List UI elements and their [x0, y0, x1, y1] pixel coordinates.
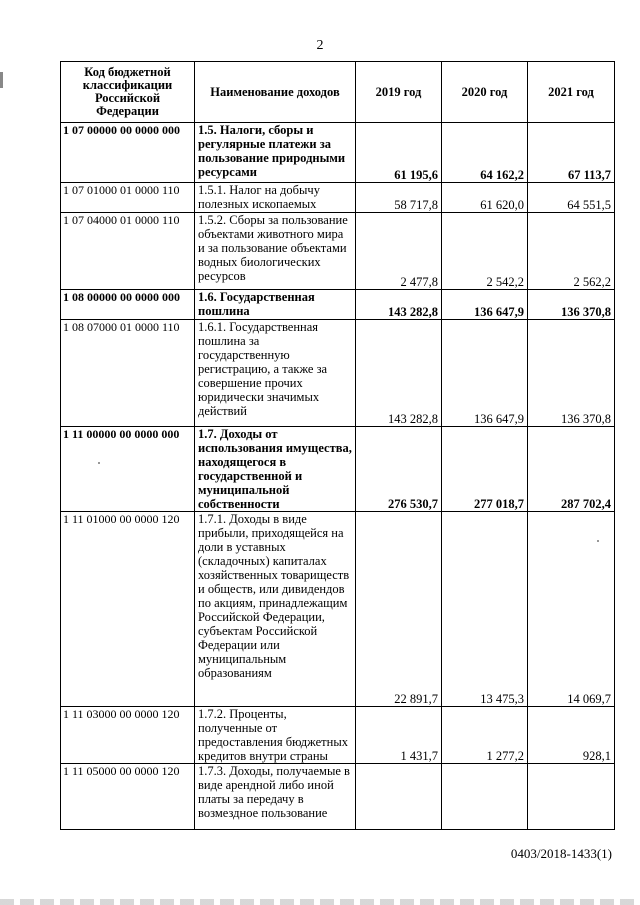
scan-speck: [98, 462, 100, 464]
row-value-2019: [356, 764, 442, 830]
row-code: 1 08 07000 01 0000 110: [61, 320, 195, 427]
row-name: 1.6. Государственная пошлина: [195, 290, 356, 320]
row-value-2021: 67 113,7: [528, 123, 615, 183]
row-value-2020: 61 620,0: [442, 183, 528, 213]
row-code: 1 11 01000 00 0000 120: [61, 512, 195, 707]
row-value-2019: 2 477,8: [356, 213, 442, 290]
row-name: 1.7.1. Доходы в виде прибыли, приходящейся на доли в уставных (складочных) капиталах хозяйственных товариществ и обществ, или дивидендов по акциям, принадлежащим Российской Федерации, субъектам Российской Федерации или муниципальным образованиям: [195, 512, 356, 707]
header-2021: 2021 год: [528, 62, 615, 123]
row-code: 1 07 01000 01 0000 110: [61, 183, 195, 213]
row-value-2020: 277 018,7: [442, 427, 528, 512]
table-row: [61, 707, 615, 764]
scan-speck: [597, 540, 599, 542]
row-value-2021: 14 069,7: [528, 512, 615, 707]
row-code: 1 11 00000 00 0000 000: [61, 427, 195, 512]
row-name: 1.5. Налоги, сборы и регулярные платежи за пользование природными ресурсами: [195, 123, 356, 183]
row-value-2019: 58 717,8: [356, 183, 442, 213]
table-header-row: [61, 62, 615, 123]
row-name: 1.5.1. Налог на добычу полезных ископаемых: [195, 183, 356, 213]
row-value-2021: 64 551,5: [528, 183, 615, 213]
scan-artifact: [0, 72, 3, 88]
row-value-2020: 13 475,3: [442, 512, 528, 707]
row-value-2020: 1 277,2: [442, 707, 528, 764]
table-row: [61, 123, 615, 183]
table-row: [61, 512, 615, 707]
row-name: 1.7. Доходы от использования имущества, находящегося в государственной и муниципальной собственности: [195, 427, 356, 512]
table-row: [61, 764, 615, 830]
table-row: [61, 320, 615, 427]
table-row: [61, 290, 615, 320]
row-value-2020: 2 542,2: [442, 213, 528, 290]
table-row: [61, 427, 615, 512]
row-value-2019: 143 282,8: [356, 320, 442, 427]
row-value-2019: 276 530,7: [356, 427, 442, 512]
header-2020: 2020 год: [442, 62, 528, 123]
row-value-2021: 2 562,2: [528, 213, 615, 290]
row-code: 1 07 00000 00 0000 000: [61, 123, 195, 183]
row-value-2021: 136 370,8: [528, 290, 615, 320]
row-code: 1 07 04000 01 0000 110: [61, 213, 195, 290]
header-2019: 2019 год: [356, 62, 442, 123]
row-value-2020: [442, 764, 528, 830]
row-value-2019: 1 431,7: [356, 707, 442, 764]
row-value-2020: 136 647,9: [442, 320, 528, 427]
page-number: 2: [316, 38, 324, 53]
document-code: 0403/2018-1433(1): [510, 846, 612, 861]
table-row: [61, 183, 615, 213]
row-name: 1.5.2. Сборы за пользование объектами животного мира и за пользование объектами водных биологических ресурсов: [195, 213, 356, 290]
row-name: 1.7.3. Доходы, получаемые в виде арендной либо иной платы за передачу в возмездное пользование: [195, 764, 356, 830]
row-value-2021: [528, 764, 615, 830]
header-code: Код бюджетной классификации Российской Федерации: [61, 62, 195, 123]
row-value-2021: 928,1: [528, 707, 615, 764]
row-value-2019: 143 282,8: [356, 290, 442, 320]
row-value-2020: 64 162,2: [442, 123, 528, 183]
table-row: [61, 213, 615, 290]
row-name: 1.6.1. Государственная пошлина за государственную регистрацию, а также за совершение прочих юридически значимых действий: [195, 320, 356, 427]
row-value-2020: 136 647,9: [442, 290, 528, 320]
row-code: 1 11 03000 00 0000 120: [61, 707, 195, 764]
scan-edge: [0, 899, 640, 905]
row-value-2019: 61 195,6: [356, 123, 442, 183]
row-value-2021: 136 370,8: [528, 320, 615, 427]
row-code: 1 08 00000 00 0000 000: [61, 290, 195, 320]
row-code: 1 11 05000 00 0000 120: [61, 764, 195, 830]
row-value-2019: 22 891,7: [356, 512, 442, 707]
revenue-table: [60, 61, 615, 830]
row-value-2021: 287 702,4: [528, 427, 615, 512]
row-name: 1.7.2. Проценты, полученные от предоставления бюджетных кредитов внутри страны: [195, 707, 356, 764]
header-name: Наименование доходов: [195, 62, 356, 123]
